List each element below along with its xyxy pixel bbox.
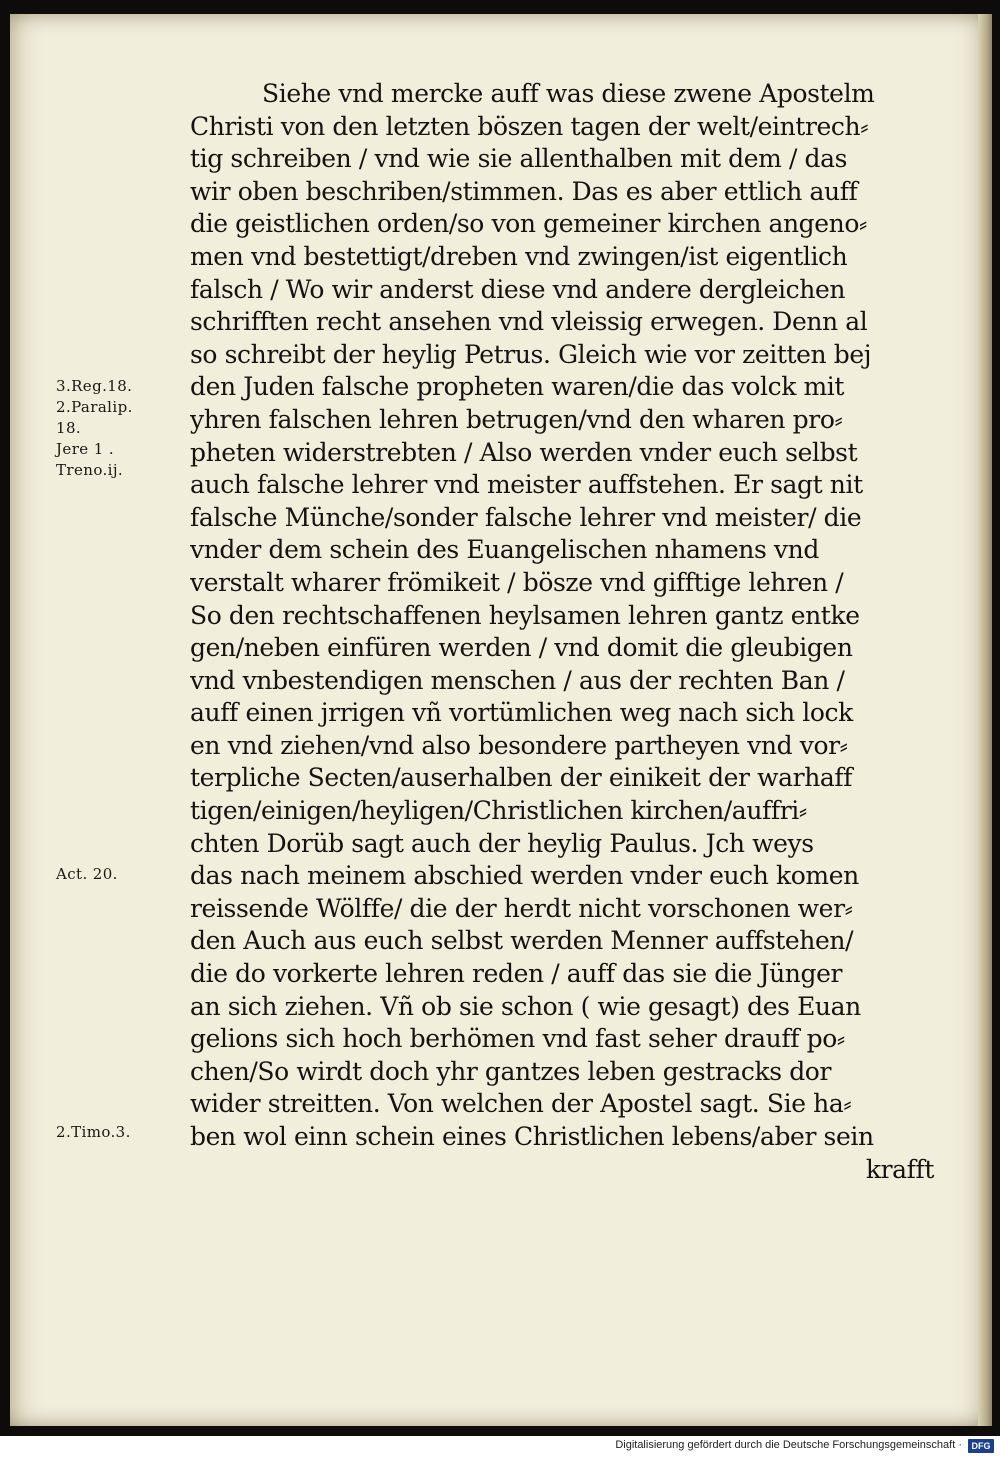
text-line: en vnd ziehen/vnd also besondere partheyen vnd vor⸗	[190, 730, 848, 760]
text-line: schrifften recht ansehen vnd vleissig erwegen. Denn al	[190, 307, 868, 337]
text-line: verstalt wharer frömikeit / bösze vnd gifftige lehren /	[190, 567, 844, 597]
text-line: Christi von den letzten böszen tagen der welt/eintrech⸗	[190, 111, 869, 141]
text-line: tig schreiben / vnd wie sie allenthalben mit dem / das	[190, 144, 848, 174]
catchword: krafft	[865, 1154, 934, 1184]
text-line: den Auch aus euch selbst werden Menner auffstehen/	[190, 926, 854, 956]
text-line: yhren falschen lehren betrugen/vnd den wharen pro⸗	[190, 404, 843, 434]
text-line: wider streitten. Von welchen der Apostel sagt. Sie ha⸗	[190, 1089, 852, 1119]
dfg-logo[interactable]: DFG	[968, 1439, 994, 1453]
footer-bar	[0, 1436, 1000, 1457]
text-line: falsch / Wo wir anderst diese vnd andere dergleichen	[190, 274, 846, 304]
text-line: wir oben beschriben/stimmen. Das es aber ettlich auff	[190, 176, 858, 206]
text-line: vnd vnbestendigen menschen / aus der rechten Ban /	[190, 665, 845, 695]
text-line: tigen/einigen/heyligen/Christlichen kirchen/auffri⸗	[190, 796, 807, 826]
main-text-block	[190, 78, 940, 1186]
margin-note-acts: Act. 20.	[56, 865, 118, 883]
text-line: das nach meinem abschied werden vnder euch komen	[190, 861, 859, 891]
text-line: men vnd bestettigt/dreben vnd zwingen/ist eigentlich	[190, 241, 848, 271]
text-line: gelions sich hoch berhömen vnd fast seher drauff po⸗	[190, 1024, 845, 1054]
text-line: chen/So wirdt doch yhr gantzes leben gestracks dor	[190, 1056, 832, 1086]
margin-note-timothy: 2.Timo.3.	[56, 1123, 131, 1141]
text-line: die do vorkerte lehren reden / auff das sie die Jünger	[190, 959, 843, 989]
text-line: ben wol einn schein eines Christlichen lebens/aber sein	[190, 1122, 874, 1151]
text-line: den Juden falsche propheten waren/die das volck mit	[190, 372, 845, 402]
funding-notice: Digitalisierung gefördert durch die Deutsche Forschungsgemeinschaft ·	[615, 1439, 962, 1451]
margin-note-references: 3.Reg.18. 2.Paralip. 18. Jere 1 . Treno.ij.	[56, 377, 133, 479]
text-line: vnder dem schein des Euangelischen nhamens vnd	[190, 535, 819, 565]
page-edge	[978, 14, 992, 1426]
text-line: reissende Wölffe/ die der herdt nicht vorschonen wer⸗	[190, 893, 853, 923]
text-line: gen/neben einfüren werden / vnd domit die gleubigen	[190, 633, 853, 663]
text-line: chten Dorüb sagt auch der heylig Paulus. Jch weys	[190, 828, 814, 858]
text-line: falsche Münche/sonder falsche lehrer vnd meister/ die	[190, 502, 862, 532]
text-line: terpliche Secten/auserhalben der einikeit der warhaff	[190, 763, 853, 793]
text-line: Siehe vnd mercke auff was diese zwene Apostelm	[262, 79, 875, 108]
text-line: So den rechtschaffenen heylsamen lehren gantz entke	[190, 600, 860, 630]
text-line: so schreibt der heylig Petrus. Gleich wie vor zeitten bej	[190, 339, 872, 369]
text-line: auff einen jrrigen vñ vortümlichen weg nach sich lock	[190, 698, 853, 728]
text-line: die geistlichen orden/so von gemeiner kirchen angeno⸗	[190, 209, 867, 239]
text-line: an sich ziehen. Vñ ob sie schon ( wie gesagt) des Euan	[190, 991, 861, 1021]
text-line: auch falsche lehrer vnd meister auffstehen. Er sagt nit	[190, 470, 863, 500]
text-line: pheten widerstrebten / Also werden vnder euch selbst	[190, 437, 858, 467]
